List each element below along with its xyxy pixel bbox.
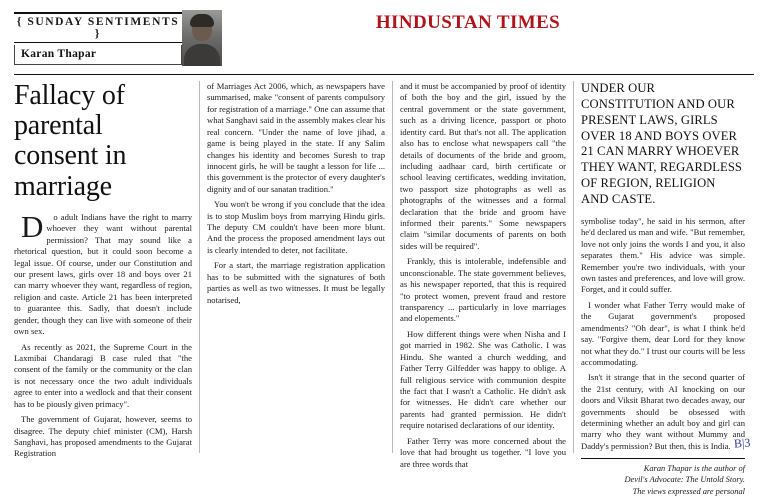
headline-line-2: consent in marriage [14, 140, 127, 202]
column-divider [573, 81, 574, 453]
masthead [14, 10, 754, 72]
headline-line-1: Fallacy of parental [14, 80, 125, 142]
paragraph: symbolise today", he said in his sermon, after he'd declared us man and wife. "But remember, love not only joins the words I and you, it also separates them." His advice was simple. Remember you're two individuals, with your own tastes and preferences, and love will grow. Forget, and it could suffer. [581, 215, 745, 295]
author-portrait-image [182, 10, 222, 66]
paragraph: You won't be wrong if you conclude that the idea is to stop Muslim boys from marrying Hindu girls. The deputy CM couldn't have been more blunt. And the process the proposed amendment lays out is clearly intended to deter, not facilitate. [207, 199, 385, 255]
paragraph: How different things were when Nisha and I got married in 1982. She was Catholic. I was Hindu. She wanted a church wedding, and Father Terry Gilfedder was happy to oblige. A full religious service with communion despite the fact that I wasn't a Catholic. He didn't ask for witnesses. He didn't care whether our parents had granted permission. He didn't require notarised declarations of our identity. [400, 328, 566, 431]
portrait-hair-shape [190, 14, 214, 27]
portrait-body-shape [184, 44, 220, 66]
article-body [14, 80, 754, 496]
paragraph: Isn't it strange that in the second quarter of the 21st century, with AI knocking on our doors and Viksit Bharat two decades away, our governments should be obsessed with determining whether an adult boy and girl can marry who they want without Mummy and Daddy's permission? But then, this is India. [581, 372, 745, 451]
paragraph: of Marriages Act 2006, which, as newspapers have summarised, make "consent of parents compulsory for registration of a marriage." One can assume that what Sanghavi said in the assembly makes clear his real concern. "Under the name of love jihad, a game is being played in the state. If any Salim changes his identity and becomes Suresh to trap innocent girls, he will be taught a lesson for life ... this government is the protector of every daughter's dignity and of our sanatan tradition." [207, 81, 385, 194]
signoff-line-1: Karan Thapar is the author of [643, 464, 745, 474]
paragraph-text: o adult Indians have the right to marry whoever they want without parental permission? That may sound like a rhetorical question, but it could soon become a legal issue. Of course, under our Constitution and our present laws, girls over 18 and boys over 21 can marry whoever they want, regardless of region, religion and caste. Article 21 has been interpreted to guarantee this. Sadly, that doesn't include gender, though they can live with someone of their own sex. [14, 211, 192, 337]
signoff-line-2: Devil's Advocate: The Untold Story. [624, 475, 745, 485]
author-signoff [581, 458, 745, 496]
column-divider [199, 81, 200, 453]
column-divider [392, 81, 393, 453]
masthead-divider [14, 74, 754, 75]
kicker-block [14, 10, 182, 65]
column-2 [207, 81, 385, 453]
publication-title: HINDUSTAN TIMES [375, 12, 561, 33]
page-reference-mark: B|3 [733, 435, 751, 451]
column-1 [14, 80, 192, 459]
paragraph [14, 208, 192, 338]
paragraph: Frankly, this is intolerable, indefensible and unconscionable. The state government believes, as his newspaper reported, that this is required "to protect women, prevent fraud and restore transparency ... particularly in love marriages and elopements." [400, 256, 566, 324]
pull-quote: UNDER OUR CONSTITUTION AND OUR PRESENT LAWS, GIRLS OVER 18 AND BOYS OVER 21 CAN MARRY WHOEVER THEY WANT, REGARDLESS OF REGION, RELIGION AND CASTE. [581, 81, 743, 207]
paragraph: For a start, the marriage registration application has to be submitted with the signatures of both parties as well as two witnesses. It must be legally notarised, [207, 260, 385, 305]
paragraph: and it must be accompanied by proof of identity of both the boy and the girl, issued by the central government or the state government, such as a driving licence, passport or photo identity card. But that's not all. The application also has to enclose what newspapers call "the details of documents of the bride and groom, including aadhaar card, birth certificate or school leaving certificates, wedding invitation, two passport size photographs as well as photographs of the witnesses and a formal declaration that the bride and groom have informed their parents." Some newspapers claim "similar documents of parents on both sides will be required". [400, 81, 566, 251]
article-headline [14, 81, 192, 202]
paragraph: The government of Gujarat, however, seems to disagree. The deputy chief minister (CM), Harsh Sanghavi, has proposed amendments to the Gujarat Registration [14, 414, 192, 459]
column-4 [581, 81, 745, 496]
signoff-line-3: The views expressed are personal [632, 486, 745, 496]
paragraph: As recently as 2021, the Supreme Court in the Laxmibai Chandaragi B case ruled that "the consent of the family or the community or the clan is not necessary once the two adult individuals agree to enter into a wedlock and that their consent has to be piously given primacy". [14, 341, 192, 409]
publication-title-block [182, 10, 754, 34]
paragraph: Father Terry was more concerned about the love that had brought us together. "I love you are three words that [400, 435, 566, 469]
drop-cap: D [21, 208, 44, 244]
author-byline: Karan Thapar [14, 45, 182, 65]
paragraph: I wonder what Father Terry would make of the Gujarat government's proposed amendments? "Oh dear", is what I think he'd say. "Forgive them, dear Lord for they know not what they do." I trust our courts will be less accommodating. [581, 299, 745, 367]
column-kicker: { SUNDAY SENTIMENTS } [14, 12, 182, 43]
